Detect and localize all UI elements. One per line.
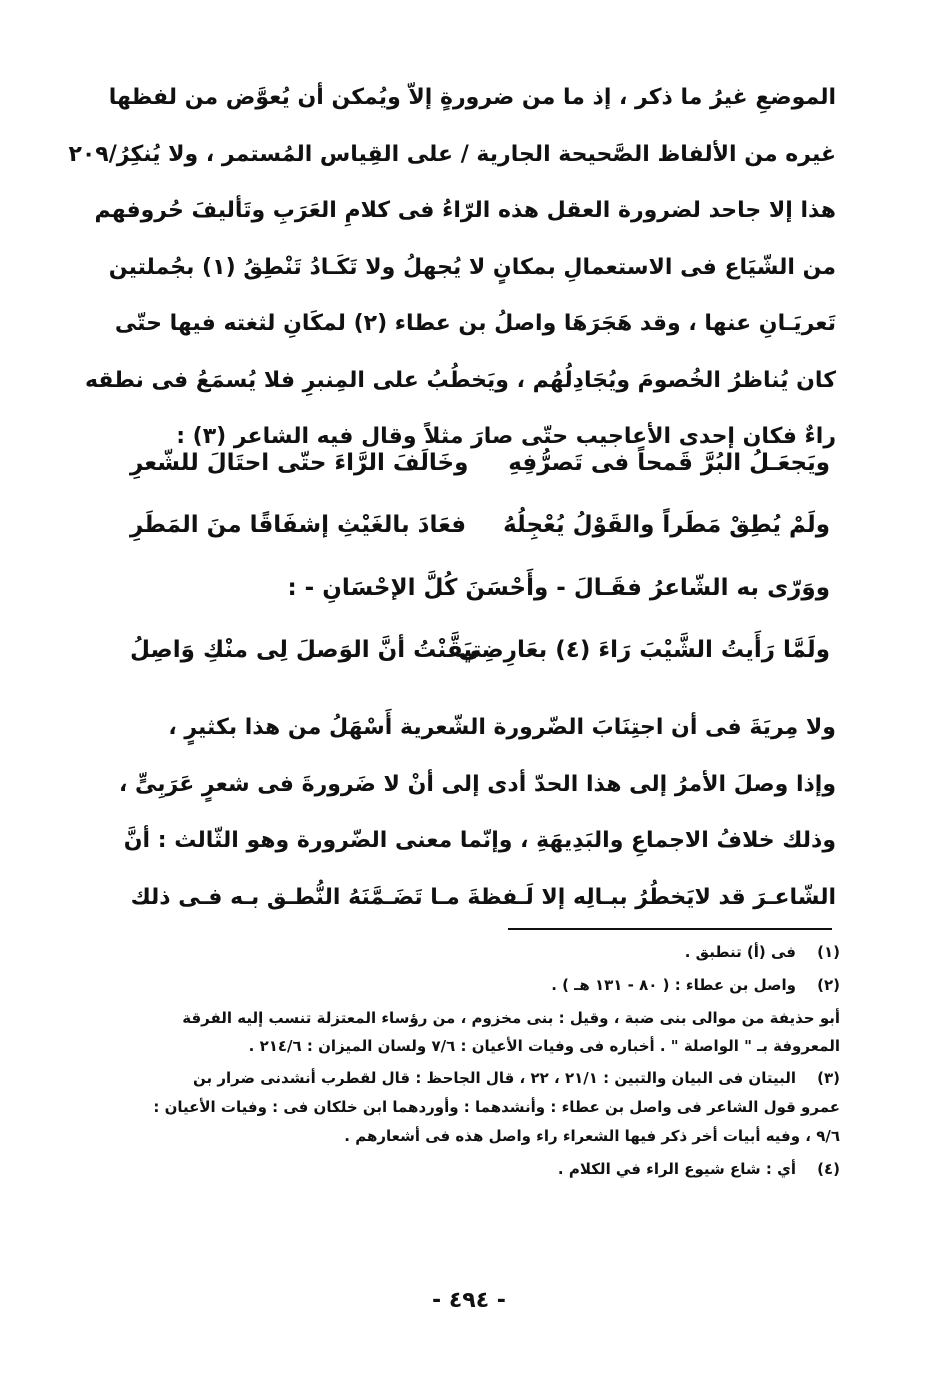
text-line: ولا مِريَةَ فى أن اجتِنَابَ الضّرورة الشّعرية أَسْهَلُ من هذا بكثيرٍ ، bbox=[168, 715, 836, 740]
text-line: الشّاعـرَ قد لايَخطُرُ ببـالِه إلا لَـفظةَ مـا تَضَـمَّنَهُ النُّطـق بـه فـى ذلك bbox=[130, 884, 836, 910]
verse-second-hemistich: تيَقَّنْتُ أنَّ الوَصلَ لِى منْكِ وَاصِلُ bbox=[130, 637, 482, 663]
footnote bbox=[150, 1064, 840, 1151]
page-number: - ٤٩٤ - bbox=[432, 1288, 506, 1313]
footnotes bbox=[150, 938, 840, 1188]
text-line: وذلك خلافُ الاجماعِ والبَدِيهَةِ ، وإنّما معنى الضّرورة وهو الثّالث : أنَّ bbox=[123, 828, 836, 853]
footnote bbox=[150, 1155, 840, 1184]
verse-first-hemistich: ولَمَّا رَأَيتُ الشَّيْبَ رَاءَ (٤) بعَارِضِي bbox=[458, 637, 830, 663]
text-line: الموضعِ غيرُ ما ذكر ، إذ ما من ضرورةٍ إلاّ ويُمكن أن يُعوَّض من لفظها bbox=[108, 85, 836, 110]
footnote bbox=[150, 971, 840, 1000]
paragraph-2 bbox=[96, 700, 836, 926]
footnote-text: أي : شاع شيوع الراء في الكلام . bbox=[557, 1160, 796, 1178]
text-line: هذا إلا جاحد لضرورة العقل هذه الرّاءُ فى كلامِ العَرَبِ وتَأليفَ حُروفهم bbox=[94, 198, 836, 223]
footnote-text: فى (أ) تنطبق . bbox=[684, 943, 796, 961]
footnote-separator bbox=[508, 928, 832, 930]
footnote-text: أبو حذيفة من موالى بنى ضبة ، وقيل : بنى مخزوم ، من رؤساء المعتزلة تنسب إليه الفرقة المعروفة بـ " الواصلة " . أخباره فى وفيات الأعيان : ٧/٦ ولسان الميزان : ٢١٤/٦ . bbox=[182, 1009, 840, 1055]
verse-first-hemistich: ويَجعَـلُ البُرَّ قَمحاً فى تَصرُّفِهِ bbox=[508, 450, 830, 476]
footnote bbox=[150, 938, 840, 967]
text-line: تَعريَـانِ عنها ، وقد هَجَرَهَا واصلُ بن عطاء (٢) لمكَانِ لثغته فيها حتّى bbox=[114, 311, 836, 336]
footnote-continuation bbox=[150, 1004, 840, 1060]
footnote-number: (٣) bbox=[817, 1069, 840, 1087]
footnote-text: واصل بن عطاء : ( ٨٠ - ١٣١ هـ ) . bbox=[551, 976, 796, 994]
intro-text: ووَرّى به الشّاعرُ فقَـالَ - وأَحْسَنَ كُلَّ الإحْسَانِ - : bbox=[287, 575, 830, 601]
footnote-text: البيتان فى البيان والتبين : ٢١/١ ، ٢٢ ، قال الجاحظ : قال لقطرب أنشدنى ضرار بن عمرو قول الشاعر فى واصل بن عطاء : وأنشدهما : وأوردهما ابن خلكان فى : وفيات الأعيان : ٩/٦ ، وفيه أبيات أخر ذكر فيها الشعراء راء واصل هذه فى أشعارهم . bbox=[153, 1069, 840, 1145]
footnote-number: (١) bbox=[817, 943, 840, 961]
text-line: كان يُناظرُ الخُصومَ ويُجَادِلُهُم ، ويَخطُبُ على المِنبرِ فلا يُسمَعُ فى نطقه bbox=[84, 367, 836, 393]
verse-first-hemistich: ولَمْ يُطِقْ مَطَراً والقَوْلُ يُعْجِلُهُ bbox=[503, 512, 830, 538]
text-line: وإذا وصلَ الأمرُ إلى هذا الحدّ أدى إلى أنْ لا ضَرورةَ فى شعرٍ عَرَبِىٍّ ، bbox=[118, 771, 836, 797]
text-line: راءٌ فكان إحدى الأعاجيب حتّى صارَ مثلاً وقال فيه الشاعر (٣) : bbox=[176, 424, 836, 449]
footnote-number: (٢) bbox=[817, 976, 840, 994]
footnote-number: (٤) bbox=[817, 1160, 840, 1178]
main-text bbox=[68, 70, 836, 466]
verse-second-hemistich: فعَادَ بالغَيْثِ إشفَاقًا منَ المَطَرِ bbox=[130, 512, 467, 538]
text-line: من الشّيَاع فى الاستعمالِ بمكانٍ لا يُجهلُ ولا تَكَـادُ تَنْطِقُ (١) بجُملتين bbox=[108, 254, 836, 280]
text-line: غيره من الألفاظ الصَّحيحة الجارية / على القِياس المُستمر ، ولا يُنكِرُ/٢٠٩ bbox=[68, 141, 836, 167]
verse-second-hemistich: وخَالَفَ الرَّاءَ حتّى احتَالَ للشّعرِ bbox=[130, 450, 469, 476]
